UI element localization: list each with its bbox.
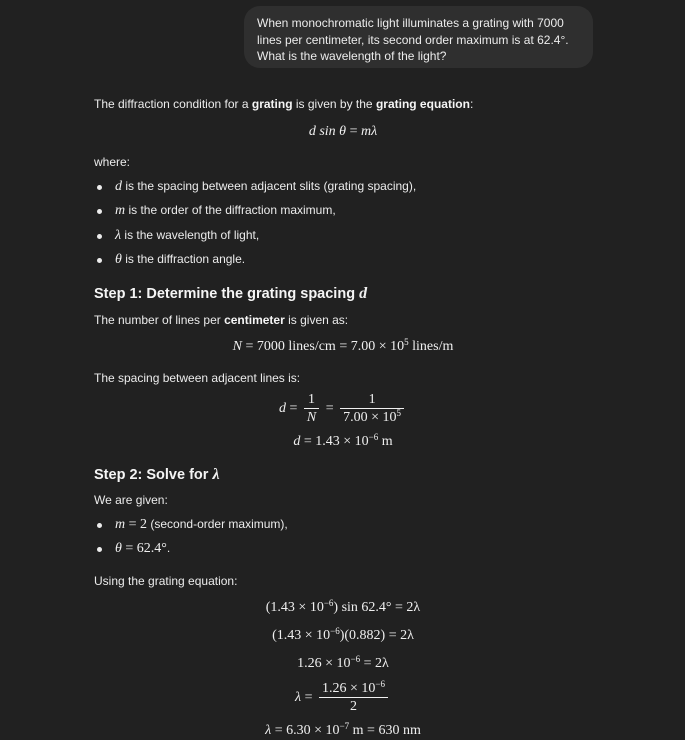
step2-heading: Step 2: Solve for λ — [94, 466, 220, 483]
definition-item-theta: θ is the diffraction angle. — [115, 252, 246, 267]
equation-N: N = 7000 lines/cm = $7.00 \times 10^5$ lines/m — [232, 337, 454, 354]
intro-pre: The diffraction condition for a — [94, 97, 252, 111]
intro-post: : — [469, 97, 474, 111]
definition-item-lambda: λ is the wavelength of light, — [115, 228, 260, 243]
intro-bold-grating: grating — [251, 97, 293, 111]
bullet-dot — [97, 209, 102, 214]
fraction-one-over-N: $\frac{1}{N}$ — [304, 392, 319, 425]
intro-bold-equation: grating equation — [375, 97, 470, 111]
step2-given-label: We are given: — [94, 493, 168, 507]
bullet-dot — [97, 234, 102, 239]
equation-d-fraction: d = $\frac{1}{N}$ = $\frac{1}{7.00 \times 10^5}$ — [94, 392, 592, 425]
fraction-one-over-spacing: $\frac{1}{7.00 \times 10^5}$ — [340, 392, 404, 425]
step1-lines-text: The number of lines per centimeter is given as: — [94, 313, 349, 327]
equation-step2-line4: λ = $\frac{1.26 \times 10^{-6}}{2}$ — [94, 681, 592, 714]
equation-grating: d sin θ = mλ — [308, 124, 378, 139]
given-item-m: m = 2 (second-order maximum), — [115, 517, 288, 532]
step1-spacing-text: The spacing between adjacent lines is: — [94, 371, 301, 385]
bullet-dot — [97, 523, 102, 528]
equation-step2-line2: $(1.43 \times 10^{-6})(0.882) = 2\lambda$ — [272, 626, 414, 643]
given-item-theta: θ = 62.4°. — [115, 541, 171, 556]
equation-step2-line1: $(1.43 \times 10^{-6})$ sin 62.4° = 2λ — [265, 598, 421, 615]
equation-step2-result: $\lambda = 6.30 \times 10^{-7}$ m = 630 nm — [265, 721, 421, 738]
user-message-bubble — [244, 6, 593, 68]
intro-text — [94, 96, 473, 112]
equation-d-result: $d = 1.43 \times 10^{-6}$ m — [293, 432, 393, 449]
user-message-text: When monochromatic light illuminates a grating with 7000 lines per centimeter, its second order maximum is at 62.4°. What is the wavelength of the light? — [257, 16, 569, 63]
bullet-dot — [97, 185, 102, 190]
bullet-dot — [97, 258, 102, 263]
bullet-dot — [97, 547, 102, 552]
where-label: where: — [94, 155, 131, 169]
definition-item-d: d is the spacing between adjacent slits (grating spacing), — [115, 179, 417, 194]
definition-item-m: m is the order of the diffraction maximum, — [115, 203, 336, 218]
step1-heading: Step 1: Determine the grating spacing d — [94, 285, 368, 302]
step2-using-text: Using the grating equation: — [94, 574, 238, 588]
equation-step2-line3: $1.26 \times 10^{-6} = 2\lambda$ — [297, 654, 389, 671]
intro-mid: is given by the — [292, 97, 376, 111]
fraction-lambda: $\frac{1.26 \times 10^{-6}}{2}$ — [319, 681, 388, 714]
